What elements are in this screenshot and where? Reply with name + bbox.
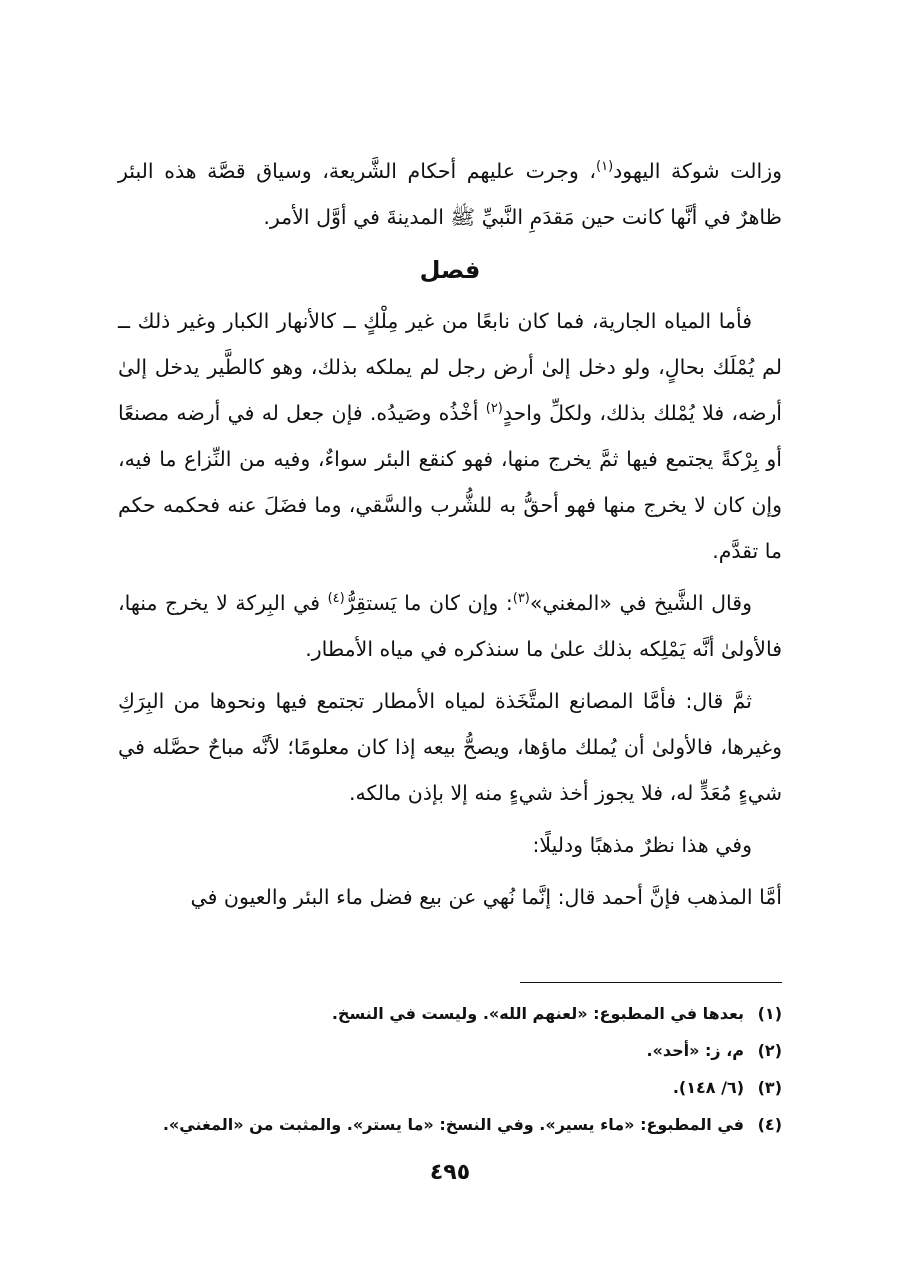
footnotes xyxy=(118,995,782,1143)
paragraph-3-text: وقال الشَّيخ في «المغني» xyxy=(529,591,753,615)
footnote-text: في المطبوع: «ماء يسير». وفي النسخ: «ما يستر». والمثبت من «المغني». xyxy=(162,1115,744,1134)
paragraph-5: وفي هذا نظرٌ مذهبًا ودليلًا: xyxy=(532,833,752,857)
footnote-number: (٣) xyxy=(757,1078,782,1097)
footnote-divider xyxy=(520,982,782,983)
paragraph-1 xyxy=(118,148,782,240)
paragraph-3-text-end: في البِركة لا يخرج منها، فالأولىٰ أنَّه يَمْلِكه بذلك علىٰ ما سنذكره في مياه الأمطار. xyxy=(118,591,782,661)
footnote-number: (١) xyxy=(757,1004,782,1023)
paragraph-3 xyxy=(118,580,782,672)
footnote-2 xyxy=(118,1032,782,1069)
footnote-1 xyxy=(118,995,782,1032)
footnote-ref-3[interactable]: (٣) xyxy=(512,591,530,607)
paragraph-1-text-cont: ، وجرت عليهم أحكام الشَّريعة، وسياق قصَّة هذه البئر ظاهرٌ في أنَّها كانت حين مَقدَمِ النَّبيِّ ﷺ المدينةَ في أوَّل الأمر. xyxy=(118,159,782,229)
footnote-ref-4[interactable]: (٤) xyxy=(327,591,345,607)
footnote-text: م، ز: «أحد». xyxy=(646,1041,744,1060)
paragraph-3-text-cont: : وإن كان ما يَستقِرُّ xyxy=(344,591,513,615)
footnote-text: بعدها في المطبوع: «لعنهم الله». وليست في النسخ. xyxy=(331,1004,744,1023)
paragraph-6: أمَّا المذهب فإنَّ أحمد قال: إنَّما نُهي عن بيع فضل ماء البئر والعيون في xyxy=(190,885,782,909)
main-text xyxy=(118,148,782,920)
paragraph-1-text: وزالت شوكة اليهود xyxy=(613,159,782,183)
footnote-ref-1[interactable]: (١) xyxy=(596,159,614,175)
paragraph-2-text: فأما المياه الجارية، فما كان نابعًا من غير مِلْكٍ ــ كالأنهار الكبار وغير ذلك ــ لم يُمْلَك بحالٍ، ولو دخل إلىٰ أرض رجل لم يملكه بذلك، وهو كالطَّير يدخل إلىٰ أرضه، فلا يُمْلك بذلك، ولكلِّ واحدٍ xyxy=(118,309,782,425)
footnote-number: (٤) xyxy=(757,1115,782,1134)
section-heading: فصل xyxy=(419,256,481,284)
paragraph-2 xyxy=(118,298,782,574)
footnote-number: (٢) xyxy=(757,1041,782,1060)
paragraph-4: ثمَّ قال: فأمَّا المصانع المتَّخَذة لمياه الأمطار تجتمع فيها ونحوها من البِرَكِ وغيرها، فالأولىٰ أن يُملك ماؤها، ويصحُّ بيعه إذا كان معلومًا؛ لأنَّه مباحٌ حصَّله في شيءٍ مُعَدٍّ له، فلا يجوز أخذ شيءٍ منه إلا بإذن مالكه. xyxy=(118,689,782,805)
page-number: ٤٩٥ xyxy=(429,1160,471,1185)
paragraph-2-text-cont: أخْذُه وصَيدُه. فإن جعل له في أرضه مصنعًا أو بِرْكةً يجتمع فيها ثمَّ يخرج منها، فهو كنقع البئر سواءٌ، وفيه من النِّزاع ما فيه، وإن كان لا يخرج منها فهو أحقُّ به للشُّرب والسَّقي، وما فضَلَ عنه فحكمه حكم ما تقدَّم. xyxy=(118,401,782,563)
footnote-ref-2[interactable]: (٢) xyxy=(485,401,503,417)
footnote-3 xyxy=(118,1069,782,1106)
footnote-4 xyxy=(118,1106,782,1143)
footnote-text: (٦/ ١٤٨). xyxy=(672,1078,744,1097)
